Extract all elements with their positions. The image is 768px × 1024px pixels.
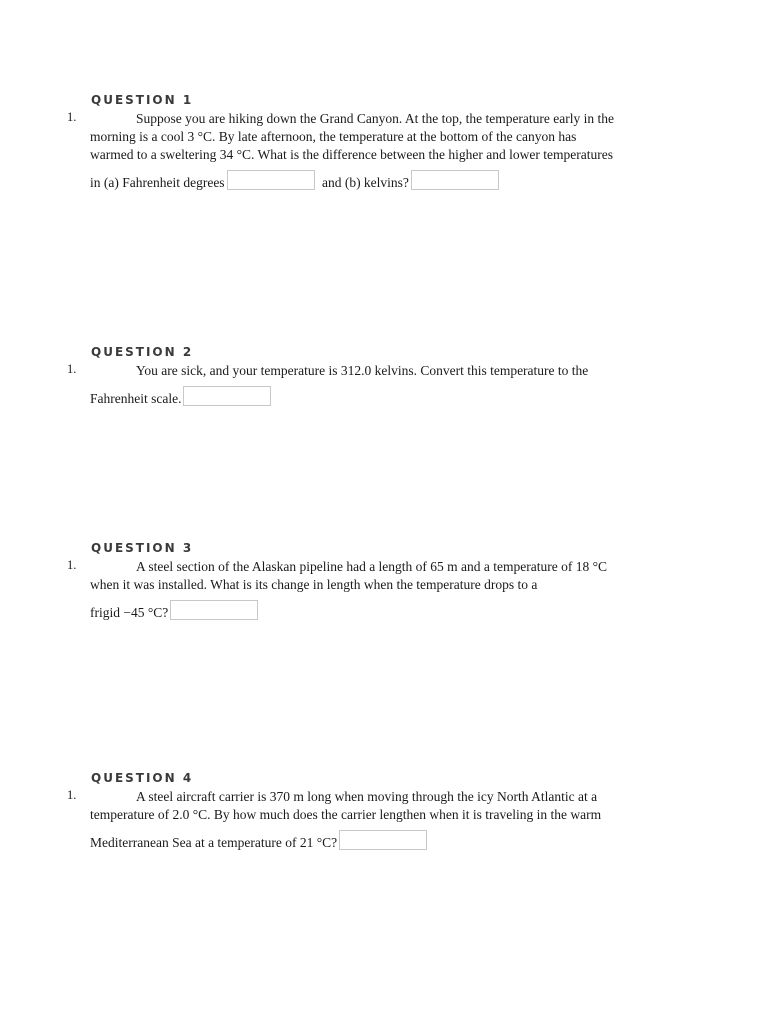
question-line: when it was installed. What is its change in length when the temperature drops to a bbox=[90, 577, 538, 592]
question-heading: QUESTION 3 bbox=[91, 541, 194, 555]
question-heading: QUESTION 2 bbox=[91, 345, 194, 359]
answer-prompt: Mediterranean Sea at a temperature of 21 °C? bbox=[90, 835, 338, 850]
question-number: 1. bbox=[67, 362, 77, 376]
answer-prompt: Fahrenheit scale. bbox=[90, 391, 182, 406]
answer-line bbox=[90, 388, 690, 408]
question-number: 1. bbox=[67, 110, 77, 124]
answer-input[interactable] bbox=[170, 600, 258, 620]
answer-prompt-b: and (b) kelvins? bbox=[321, 175, 409, 190]
question-line: You are sick, and your temperature is 312.0 kelvins. Convert this temperature to the bbox=[136, 363, 589, 378]
answer-input-kelvins[interactable] bbox=[411, 170, 499, 190]
answer-line bbox=[90, 602, 690, 622]
question-number: 1. bbox=[67, 558, 77, 572]
answer-input[interactable] bbox=[339, 830, 427, 850]
question-line: Suppose you are hiking down the Grand Canyon. At the top, the temperature early in the bbox=[136, 111, 615, 126]
question-text bbox=[90, 362, 690, 408]
question-line: warmed to a sweltering 34 °C. What is the difference between the higher and lower temperatures bbox=[90, 147, 613, 162]
question-text bbox=[90, 558, 690, 622]
question-line: morning is a cool 3 °C. By late afternoon, the temperature at the bottom of the canyon has bbox=[90, 129, 577, 144]
question-heading: QUESTION 1 bbox=[91, 93, 194, 107]
question-text bbox=[90, 788, 690, 852]
answer-prompt-a: in (a) Fahrenheit degrees bbox=[90, 175, 225, 190]
question-text bbox=[90, 110, 690, 192]
question-line: A steel section of the Alaskan pipeline had a length of 65 m and a temperature of 18 °C bbox=[136, 559, 608, 574]
question-line: temperature of 2.0 °C. By how much does the carrier lengthen when it is traveling in the warm bbox=[90, 807, 602, 822]
question-heading: QUESTION 4 bbox=[91, 771, 194, 785]
answer-input-fahrenheit[interactable] bbox=[227, 170, 315, 190]
question-number: 1. bbox=[67, 788, 77, 802]
answer-prompt: frigid −45 °C? bbox=[90, 605, 169, 620]
answer-line bbox=[90, 832, 690, 852]
question-line: A steel aircraft carrier is 370 m long when moving through the icy North Atlantic at a bbox=[136, 789, 598, 804]
answer-line bbox=[90, 172, 690, 192]
answer-input[interactable] bbox=[183, 386, 271, 406]
